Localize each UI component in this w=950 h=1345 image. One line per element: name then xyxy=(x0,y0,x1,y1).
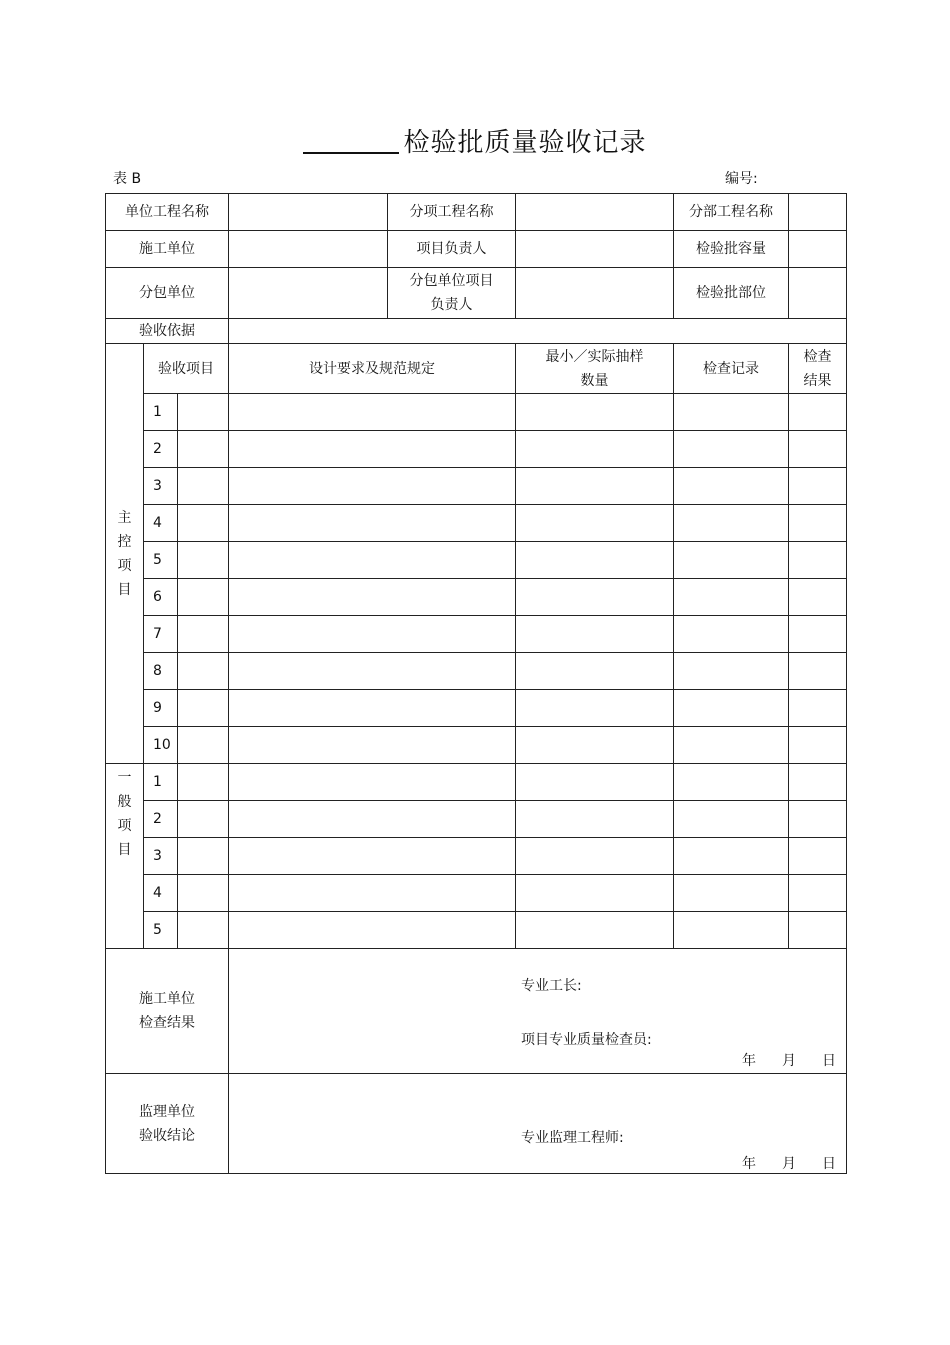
general-label-char: 项 xyxy=(117,818,132,834)
column-header-row xyxy=(106,344,847,394)
row-number: 4 xyxy=(144,875,178,912)
foreman-signature-label: 专业工长: xyxy=(521,978,582,994)
design-requirement-cell[interactable] xyxy=(229,690,516,727)
sub-part-project-name-field[interactable] xyxy=(789,194,847,231)
item-name-cell[interactable] xyxy=(178,912,229,949)
main-item-row xyxy=(106,505,847,542)
check-record-cell[interactable] xyxy=(674,431,789,468)
check-result-cell[interactable] xyxy=(789,912,847,949)
item-name-cell[interactable] xyxy=(178,468,229,505)
batch-location-label: 检验批部位 xyxy=(674,268,789,319)
check-result-cell[interactable] xyxy=(789,542,847,579)
sample-quantity-cell[interactable] xyxy=(516,690,674,727)
check-record-cell[interactable] xyxy=(674,394,789,431)
design-requirement-cell[interactable] xyxy=(229,505,516,542)
construction-check-field[interactable] xyxy=(229,949,847,1074)
supervision-check-label xyxy=(106,1074,229,1174)
check-record-cell[interactable] xyxy=(674,838,789,875)
subcontract-unit-field[interactable] xyxy=(229,268,388,319)
item-name-cell[interactable] xyxy=(178,542,229,579)
design-requirement-cell[interactable] xyxy=(229,468,516,505)
col-header-result xyxy=(789,344,847,394)
info-row-3 xyxy=(106,268,847,319)
check-record-cell[interactable] xyxy=(674,468,789,505)
row-number: 1 xyxy=(144,394,178,431)
general-item-row xyxy=(106,764,847,801)
design-requirement-cell[interactable] xyxy=(229,542,516,579)
general-label-char: 一 xyxy=(117,770,132,786)
design-requirement-cell[interactable] xyxy=(229,727,516,764)
item-name-cell[interactable] xyxy=(178,616,229,653)
col-header-sample-line1: 最小／实际抽样 xyxy=(545,348,644,365)
unit-project-name-label: 单位工程名称 xyxy=(106,194,229,231)
main-item-row xyxy=(106,468,847,505)
sample-quantity-cell[interactable] xyxy=(516,801,674,838)
main-control-items-label xyxy=(106,344,144,764)
col-header-design: 设计要求及规范规定 xyxy=(229,344,516,394)
row-number: 4 xyxy=(144,505,178,542)
sample-quantity-cell[interactable] xyxy=(516,505,674,542)
check-record-cell[interactable] xyxy=(674,727,789,764)
main-item-row xyxy=(106,394,847,431)
check-record-cell[interactable] xyxy=(674,616,789,653)
col-header-sample xyxy=(516,344,674,394)
main-label-char: 目 xyxy=(117,581,132,598)
check-result-cell[interactable] xyxy=(789,616,847,653)
subcontract-unit-label: 分包单位 xyxy=(106,268,229,319)
batch-location-field[interactable] xyxy=(789,268,847,319)
general-label-char: 般 xyxy=(117,794,132,810)
date-year: 年 xyxy=(742,1156,757,1172)
check-record-cell[interactable] xyxy=(674,912,789,949)
main-item-row xyxy=(106,431,847,468)
check-result-cell[interactable] xyxy=(789,727,847,764)
supervision-check-label-line1: 监理单位 xyxy=(139,1103,195,1120)
row-number: 1 xyxy=(144,764,178,801)
row-number: 3 xyxy=(144,468,178,505)
info-row-2 xyxy=(106,231,847,268)
general-item-row xyxy=(106,912,847,949)
item-name-cell[interactable] xyxy=(178,579,229,616)
main-item-row xyxy=(106,616,847,653)
check-result-cell[interactable] xyxy=(789,653,847,690)
item-name-cell[interactable] xyxy=(178,838,229,875)
supervision-check-date xyxy=(716,1152,836,1176)
design-requirement-cell[interactable] xyxy=(229,431,516,468)
main-item-row xyxy=(106,542,847,579)
row-number: 5 xyxy=(144,542,178,579)
construction-unit-field[interactable] xyxy=(229,231,388,268)
quality-inspector-signature-label: 项目专业质量检查员: xyxy=(521,1032,652,1048)
row-number: 3 xyxy=(144,838,178,875)
sub-part-project-name-label: 分部工程名称 xyxy=(674,194,789,231)
subcontract-manager-label xyxy=(388,268,516,319)
row-number: 9 xyxy=(144,690,178,727)
sample-quantity-cell[interactable] xyxy=(516,727,674,764)
sample-quantity-cell[interactable] xyxy=(516,653,674,690)
check-record-cell[interactable] xyxy=(674,875,789,912)
row-number: 2 xyxy=(144,431,178,468)
acceptance-basis-label: 验收依据 xyxy=(106,319,229,344)
main-item-row xyxy=(106,727,847,764)
item-name-cell[interactable] xyxy=(178,875,229,912)
item-name-cell[interactable] xyxy=(178,690,229,727)
check-record-cell[interactable] xyxy=(674,505,789,542)
sample-quantity-cell[interactable] xyxy=(516,912,674,949)
general-item-row xyxy=(106,801,847,838)
design-requirement-cell[interactable] xyxy=(229,912,516,949)
main-label-char: 主 xyxy=(117,509,132,526)
check-record-cell[interactable] xyxy=(674,690,789,727)
sample-quantity-cell[interactable] xyxy=(516,394,674,431)
row-number: 6 xyxy=(144,579,178,616)
row-number: 5 xyxy=(144,912,178,949)
general-item-row xyxy=(106,875,847,912)
sample-quantity-cell[interactable] xyxy=(516,431,674,468)
col-header-result-line2: 结果 xyxy=(803,372,832,389)
item-name-cell[interactable] xyxy=(178,653,229,690)
check-record-cell[interactable] xyxy=(674,579,789,616)
inspection-record-table xyxy=(105,193,847,1174)
construction-unit-label: 施工单位 xyxy=(106,231,229,268)
supervision-engineer-signature-label: 专业监理工程师: xyxy=(521,1130,624,1146)
main-label-char: 项 xyxy=(117,557,132,574)
design-requirement-cell[interactable] xyxy=(229,579,516,616)
sample-quantity-cell[interactable] xyxy=(516,875,674,912)
general-items-label xyxy=(106,764,144,949)
date-month: 月 xyxy=(782,1156,797,1172)
col-header-record: 检查记录 xyxy=(674,344,789,394)
col-header-result-line1: 检查 xyxy=(803,348,832,365)
check-result-cell[interactable] xyxy=(789,505,847,542)
title-blank-field[interactable] xyxy=(303,126,399,154)
item-name-cell[interactable] xyxy=(178,764,229,801)
main-item-row xyxy=(106,653,847,690)
date-month: 月 xyxy=(782,1053,797,1069)
check-record-cell[interactable] xyxy=(674,542,789,579)
check-result-cell[interactable] xyxy=(789,468,847,505)
design-requirement-cell[interactable] xyxy=(229,616,516,653)
design-requirement-cell[interactable] xyxy=(229,764,516,801)
main-label-char: 控 xyxy=(117,533,132,550)
title-text: 检验批质量验收记录 xyxy=(403,128,647,158)
info-row-1 xyxy=(106,194,847,231)
design-requirement-cell[interactable] xyxy=(229,801,516,838)
page-title xyxy=(0,126,950,160)
acceptance-basis-field[interactable] xyxy=(229,319,847,344)
subcontract-manager-field[interactable] xyxy=(516,268,674,319)
main-item-row xyxy=(106,690,847,727)
supervision-check-field[interactable] xyxy=(229,1074,847,1174)
row-number: 10 xyxy=(144,727,178,764)
design-requirement-cell[interactable] xyxy=(229,838,516,875)
sample-quantity-cell[interactable] xyxy=(516,764,674,801)
general-item-row xyxy=(106,838,847,875)
item-name-cell[interactable] xyxy=(178,431,229,468)
sample-quantity-cell[interactable] xyxy=(516,468,674,505)
supervision-check-row xyxy=(106,1074,847,1174)
main-item-row xyxy=(106,579,847,616)
design-requirement-cell[interactable] xyxy=(229,875,516,912)
construction-check-label xyxy=(106,949,229,1074)
check-result-cell[interactable] xyxy=(789,579,847,616)
sample-quantity-cell[interactable] xyxy=(516,616,674,653)
sub-item-project-name-label: 分项工程名称 xyxy=(388,194,516,231)
check-result-cell[interactable] xyxy=(789,801,847,838)
check-result-cell[interactable] xyxy=(789,838,847,875)
check-result-cell[interactable] xyxy=(789,690,847,727)
construction-check-label-line2: 检查结果 xyxy=(139,1015,195,1031)
date-day: 日 xyxy=(822,1156,837,1172)
col-header-sample-line2: 数量 xyxy=(580,372,609,389)
batch-capacity-label: 检验批容量 xyxy=(674,231,789,268)
date-day: 日 xyxy=(822,1053,837,1069)
check-record-cell[interactable] xyxy=(674,801,789,838)
sample-quantity-cell[interactable] xyxy=(516,579,674,616)
check-result-cell[interactable] xyxy=(789,875,847,912)
project-manager-label: 项目负责人 xyxy=(388,231,516,268)
project-manager-field[interactable] xyxy=(516,231,674,268)
design-requirement-cell[interactable] xyxy=(229,653,516,690)
item-name-cell[interactable] xyxy=(178,727,229,764)
item-name-cell[interactable] xyxy=(178,505,229,542)
sub-item-project-name-field[interactable] xyxy=(516,194,674,231)
subcontract-manager-label-line2: 负责人 xyxy=(430,297,473,313)
item-name-cell[interactable] xyxy=(178,394,229,431)
row-number: 8 xyxy=(144,653,178,690)
date-year: 年 xyxy=(742,1053,757,1069)
unit-project-name-field[interactable] xyxy=(229,194,388,231)
serial-number-label: 编号: xyxy=(725,171,758,187)
subcontract-manager-label-line1: 分包单位项目 xyxy=(409,273,494,289)
sample-quantity-cell[interactable] xyxy=(516,542,674,579)
check-record-cell[interactable] xyxy=(674,653,789,690)
table-code: 表 B xyxy=(113,171,142,187)
check-record-cell[interactable] xyxy=(674,764,789,801)
row-number: 7 xyxy=(144,616,178,653)
check-result-cell[interactable] xyxy=(789,431,847,468)
general-label-char: 目 xyxy=(117,842,132,858)
col-header-item: 验收项目 xyxy=(144,344,229,394)
batch-capacity-field[interactable] xyxy=(789,231,847,268)
check-result-cell[interactable] xyxy=(789,394,847,431)
construction-check-date xyxy=(716,1049,836,1073)
info-row-4 xyxy=(106,319,847,344)
check-result-cell[interactable] xyxy=(789,764,847,801)
row-number: 2 xyxy=(144,801,178,838)
construction-check-row xyxy=(106,949,847,1074)
construction-check-label-line1: 施工单位 xyxy=(139,991,195,1007)
sample-quantity-cell[interactable] xyxy=(516,838,674,875)
design-requirement-cell[interactable] xyxy=(229,394,516,431)
supervision-check-label-line2: 验收结论 xyxy=(139,1127,195,1144)
item-name-cell[interactable] xyxy=(178,801,229,838)
